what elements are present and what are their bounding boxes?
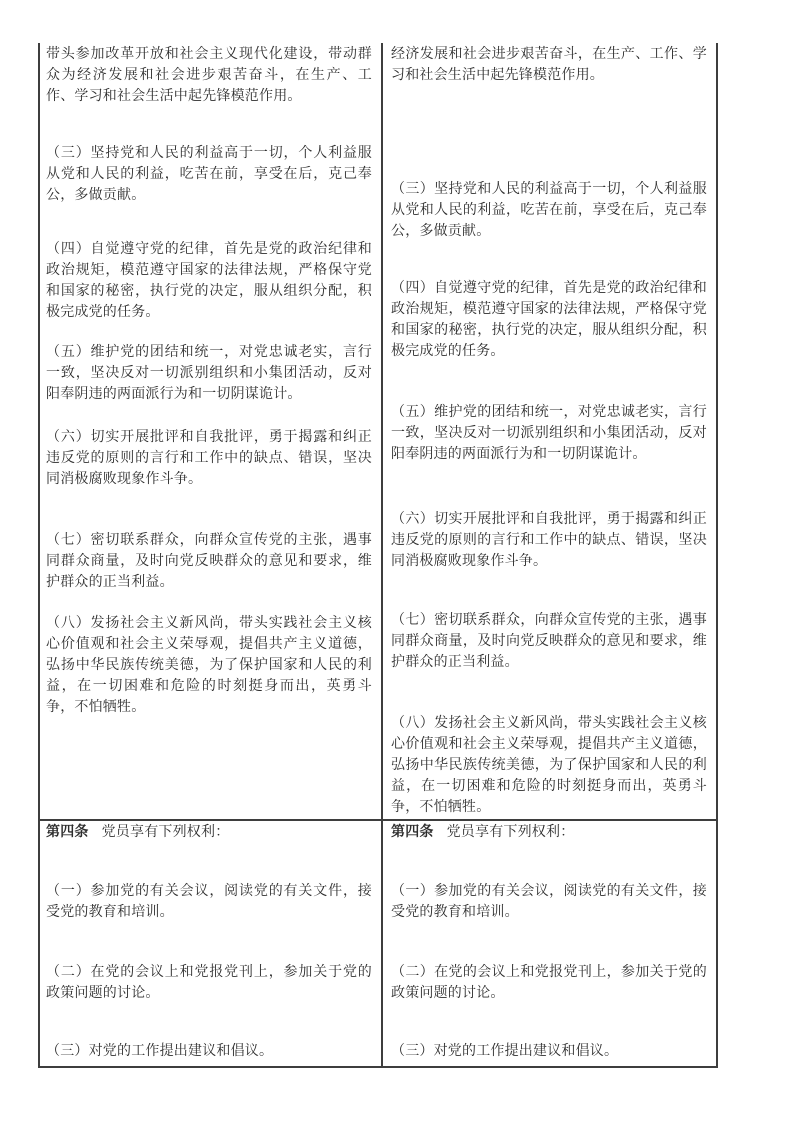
left-article-4-number: 第四条	[46, 825, 89, 840]
left-paragraph-continuation: 带头参加改革开放和社会主义现代化建设，带动群众为经济发展和社会进步艰苦奋斗，在生产、工作、学习和社会生活中起先锋模范作用。	[46, 47, 372, 104]
left-paragraph-item-8: （八）发扬社会主义新风尚，带头实践社会主义核心价值观和社会主义荣辱观，提倡共产主义道德，弘扬中华民族传统美德，为了保护国家和人民的利益，在一切困难和危险的时刻挺身而出，英勇斗争，不怕牺牲。	[46, 616, 372, 715]
right-article-4-heading	[391, 822, 707, 843]
table-border-bottom	[38, 1066, 718, 1068]
table-border-left	[38, 43, 40, 1068]
right-right-item-2: （二）在党的会议上和党报党刊上，参加关于党的政策问题的讨论。	[391, 965, 707, 1001]
left-paragraph-item-7: （七）密切联系群众，向群众宣传党的主张，遇事同群众商量，及时向党反映群众的意见和要求，维护群众的正当利益。	[46, 533, 372, 590]
table-column-divider	[381, 43, 383, 1068]
left-paragraph-item-4: （四）自觉遵守党的纪律，首先是党的政治纪律和政治规矩，模范遵守国家的法律法规，严格保守党和国家的秘密，执行党的决定，服从组织分配，积极完成党的任务。	[46, 242, 372, 320]
right-paragraph-item-3: （三）坚持党和人民的利益高于一切，个人利益服从党和人民的利益，吃苦在前，享受在后，克己奉公，多做贡献。	[391, 182, 707, 239]
left-article-4-intro: 党员享有下列权利：	[101, 825, 230, 840]
left-paragraph-item-5: （五）维护党的团结和统一，对党忠诚老实，言行一致，坚决反对一切派别组织和小集团活动，反对阳奉阴违的两面派行为和一切阴谋诡计。	[46, 345, 372, 402]
right-paragraph-continuation: 经济发展和社会进步艰苦奋斗，在生产、工作、学习和社会生活中起先锋模范作用。	[391, 47, 707, 83]
right-article-4-intro: 党员享有下列权利：	[446, 825, 575, 840]
left-article-4-heading	[46, 822, 372, 843]
right-paragraph-item-5: （五）维护党的团结和统一，对党忠诚老实，言行一致，坚决反对一切派别组织和小集团活动，反对阳奉阴违的两面派行为和一切阴谋诡计。	[391, 405, 707, 462]
left-paragraph-item-6: （六）切实开展批评和自我批评，勇于揭露和纠正违反党的原则的言行和工作中的缺点、错误，坚决同消极腐败现象作斗争。	[46, 430, 372, 487]
left-right-item-2: （二）在党的会议上和党报党刊上，参加关于党的政策问题的讨论。	[46, 965, 372, 1001]
left-right-item-1: （一）参加党的有关会议，阅读党的有关文件，接受党的教育和培训。	[46, 884, 372, 920]
right-right-item-1: （一）参加党的有关会议，阅读党的有关文件，接受党的教育和培训。	[391, 884, 707, 920]
right-right-item-3: （三）对党的工作提出建议和倡议。	[391, 1044, 619, 1059]
right-paragraph-item-6: （六）切实开展批评和自我批评，勇于揭露和纠正违反党的原则的言行和工作中的缺点、错误，坚决同消极腐败现象作斗争。	[391, 512, 707, 569]
table-border-right	[716, 43, 718, 1068]
right-paragraph-item-7: （七）密切联系群众，向群众宣传党的主张，遇事同群众商量，及时向党反映群众的意见和要求，维护群众的正当利益。	[391, 613, 707, 670]
right-paragraph-item-8: （八）发扬社会主义新风尚，带头实践社会主义核心价值观和社会主义荣辱观，提倡共产主义道德，弘扬中华民族传统美德，为了保护国家和人民的利益，在一切困难和危险的时刻挺身而出，英勇斗争，不怕牺牲。	[391, 716, 707, 815]
left-right-item-3: （三）对党的工作提出建议和倡议。	[46, 1044, 274, 1059]
table-row-divider	[38, 819, 718, 821]
left-paragraph-item-3: （三）坚持党和人民的利益高于一切，个人利益服从党和人民的利益，吃苦在前，享受在后，克己奉公，多做贡献。	[46, 146, 372, 203]
right-paragraph-item-4: （四）自觉遵守党的纪律，首先是党的政治纪律和政治规矩，模范遵守国家的法律法规，严格保守党和国家的秘密，执行党的决定，服从组织分配，积极完成党的任务。	[391, 281, 707, 359]
right-article-4-number: 第四条	[391, 825, 434, 840]
